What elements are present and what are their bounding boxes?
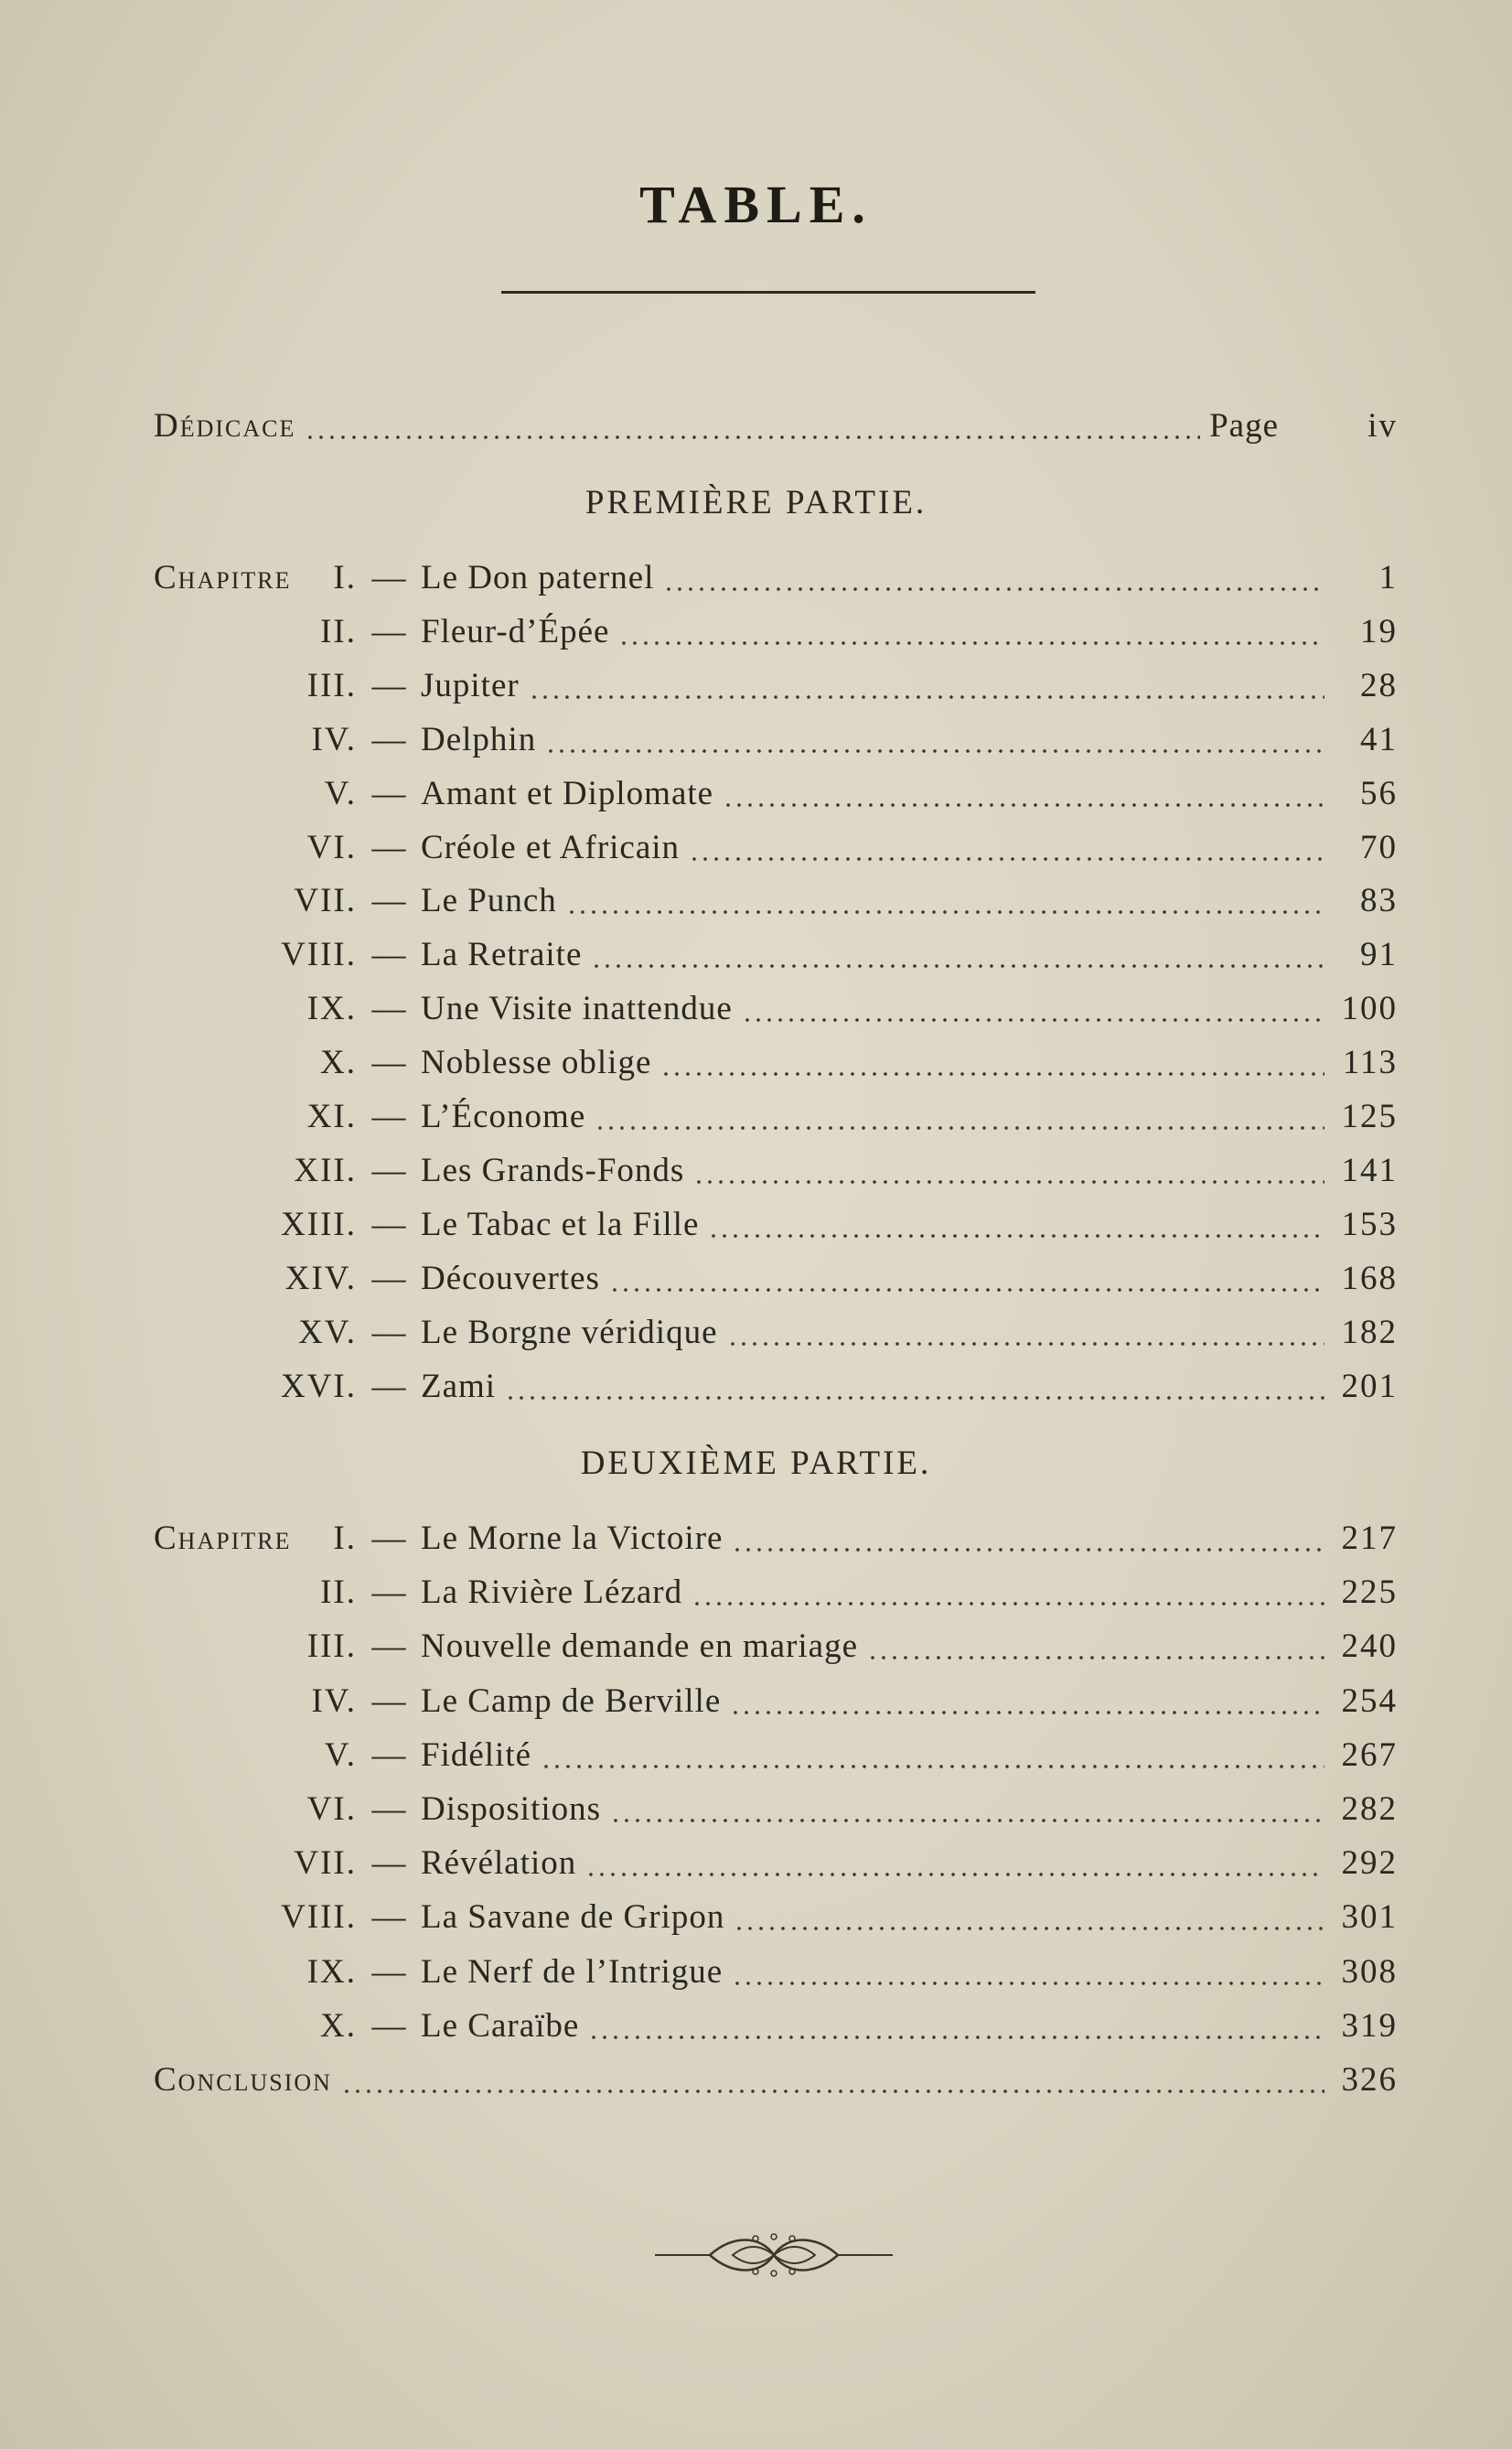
chapter-title: L’Économe — [421, 1098, 586, 1135]
chapter-page: 308 — [1341, 1952, 1398, 1991]
chapter-numeral: IV. — [311, 720, 357, 758]
dot-leader — [663, 587, 1324, 591]
chapter-page: 292 — [1341, 1844, 1398, 1883]
chapter-entry — [154, 1730, 1398, 1781]
chapter-number — [154, 822, 357, 874]
dot-leader — [591, 964, 1324, 968]
em-dash: — — [371, 882, 406, 920]
chapter-numeral: XIII. — [281, 1205, 357, 1243]
chapter-entry — [154, 1784, 1398, 1835]
chapter-numeral: VII. — [294, 882, 357, 920]
chapter-title: Découvertes — [421, 1259, 600, 1297]
chapter-page: 1 — [1378, 559, 1398, 596]
chapter-entry — [154, 1567, 1398, 1618]
chapter-entry — [154, 1091, 1398, 1143]
em-dash: — — [371, 1520, 406, 1557]
chapter-page: 182 — [1341, 1313, 1398, 1351]
dot-leader — [723, 803, 1324, 807]
chapter-title: Créole et Africain — [421, 828, 681, 866]
em-dash: — — [371, 720, 406, 758]
chapter-title: Noblesse oblige — [421, 1044, 652, 1082]
chapter-number — [154, 983, 357, 1035]
em-dash: — — [371, 1098, 406, 1135]
chapter-page: 319 — [1341, 2006, 1398, 2045]
chapter-page: 28 — [1360, 666, 1398, 704]
part1-heading: PREMIÈRE PARTIE. — [584, 484, 928, 521]
dot-leader — [692, 1602, 1324, 1606]
chapter-title: Le Caraïbe — [421, 2006, 580, 2045]
chapter-title: Fleur-d’Épée — [421, 612, 610, 650]
dot-leader — [610, 1819, 1324, 1822]
chapter-entry — [154, 661, 1398, 712]
chapter-number — [154, 1513, 357, 1564]
chapter-entry — [154, 2001, 1398, 2052]
em-dash: — — [371, 1313, 406, 1351]
chapter-numeral: VI. — [306, 1790, 357, 1828]
chapter-title: Amant et Diplomate — [421, 774, 714, 812]
chapter-title: Dispositions — [421, 1790, 602, 1828]
em-dash: — — [371, 1205, 406, 1243]
chapter-page: 56 — [1360, 774, 1398, 812]
dot-leader — [541, 1765, 1324, 1768]
chapter-numeral: V. — [324, 1735, 357, 1774]
chapter-numeral: VIII. — [281, 1898, 357, 1937]
chapter-numeral: VII. — [294, 1844, 357, 1883]
chapter-entry — [154, 1253, 1398, 1305]
em-dash: — — [371, 1151, 406, 1189]
chapter-page: 201 — [1341, 1367, 1398, 1405]
em-dash: — — [371, 1367, 406, 1405]
chapter-page: 141 — [1341, 1151, 1398, 1189]
chapter-title: Le Nerf de l’Intrigue — [421, 1952, 724, 1991]
dedicace-page: iv — [1367, 407, 1398, 445]
chapter-page: 153 — [1341, 1205, 1398, 1243]
chapter-title: Une Visite inattendue — [421, 990, 733, 1028]
chapter-word: Chapitre — [154, 559, 292, 596]
chapter-number — [154, 1621, 357, 1672]
chapter-page: 100 — [1341, 990, 1398, 1028]
em-dash: — — [371, 612, 406, 650]
chapter-entry — [154, 1676, 1398, 1727]
chapter-number — [154, 929, 357, 981]
chapter-number — [154, 1037, 357, 1089]
chapter-number — [154, 875, 357, 927]
dot-leader — [566, 910, 1324, 914]
em-dash: — — [371, 828, 406, 866]
chapter-number — [154, 1145, 357, 1197]
dot-leader — [595, 1126, 1324, 1130]
chapter-number — [154, 1784, 357, 1835]
dedicace-entry — [154, 401, 1398, 452]
conclusion-label: Conclusion — [154, 2061, 332, 2099]
chapter-page: 240 — [1341, 1627, 1398, 1666]
chapter-numeral: XV. — [298, 1313, 357, 1351]
em-dash: — — [371, 2006, 406, 2045]
dot-leader — [588, 2035, 1324, 2039]
part2-heading: DEUXIÈME PARTIE. — [580, 1445, 932, 1482]
chapter-number — [154, 1892, 357, 1943]
chapter-entry — [154, 768, 1398, 820]
chapter-entry — [154, 822, 1398, 874]
chapter-page: 91 — [1360, 936, 1398, 974]
chapter-page: 19 — [1360, 612, 1398, 650]
conclusion-page: 326 — [1341, 2061, 1398, 2099]
dot-leader — [660, 1072, 1324, 1076]
chapter-number — [154, 661, 357, 712]
chapter-number — [154, 1361, 357, 1412]
em-dash: — — [371, 1259, 406, 1297]
chapter-numeral: VI. — [306, 828, 357, 866]
chapter-title: Révélation — [421, 1844, 577, 1883]
chapter-entry — [154, 1838, 1398, 1889]
chapter-title: La Retraite — [421, 936, 583, 974]
em-dash: — — [371, 1627, 406, 1666]
chapter-page: 254 — [1341, 1681, 1398, 1720]
dot-leader — [732, 1982, 1324, 1985]
chapter-page: 267 — [1341, 1735, 1398, 1774]
dot-leader — [730, 1711, 1324, 1714]
chapter-numeral: X. — [320, 1044, 357, 1082]
em-dash: — — [371, 1044, 406, 1082]
chapter-number — [154, 553, 357, 604]
chapter-number — [154, 714, 357, 766]
chapter-numeral: III. — [306, 1627, 357, 1666]
chapter-number — [154, 1091, 357, 1143]
chapter-title: Le Don paternel — [421, 559, 655, 596]
chapter-number — [154, 1199, 357, 1251]
chapter-numeral: XVI. — [280, 1367, 357, 1405]
chapter-number — [154, 768, 357, 820]
chapter-page: 113 — [1342, 1044, 1398, 1082]
chapter-title: La Rivière Lézard — [421, 1574, 683, 1612]
chapter-entry — [154, 875, 1398, 927]
em-dash: — — [371, 1844, 406, 1883]
chapter-number — [154, 1947, 357, 1998]
dot-leader — [609, 1288, 1324, 1292]
em-dash: — — [371, 774, 406, 812]
dot-leader — [505, 1396, 1324, 1400]
chapter-entry — [154, 1621, 1398, 1672]
chapter-numeral: IX. — [306, 990, 357, 1028]
chapter-entry — [154, 714, 1398, 766]
dot-leader — [305, 435, 1200, 439]
title-rule — [501, 291, 1035, 294]
chapter-title: Les Grands-Fonds — [421, 1151, 685, 1189]
em-dash: — — [371, 1735, 406, 1774]
chapter-entry — [154, 1361, 1398, 1412]
dot-leader — [727, 1342, 1324, 1346]
chapter-title: Nouvelle demande en mariage — [421, 1627, 858, 1666]
chapter-page: 83 — [1360, 882, 1398, 920]
em-dash: — — [371, 1790, 406, 1828]
chapter-number — [154, 2001, 357, 2052]
chapter-entry — [154, 929, 1398, 981]
dot-leader — [732, 1548, 1324, 1552]
dedicace-label: Dédicace — [154, 407, 296, 445]
chapter-entry — [154, 607, 1398, 658]
chapter-numeral: I. — [333, 559, 357, 596]
chapter-title: La Savane de Gripon — [421, 1898, 725, 1937]
chapter-page: 70 — [1360, 828, 1398, 866]
chapter-title: Le Punch — [421, 882, 557, 920]
chapter-numeral: IV. — [311, 1681, 357, 1720]
chapter-numeral: VIII. — [281, 936, 357, 974]
chapter-entry — [154, 553, 1398, 604]
dot-leader — [585, 1873, 1324, 1876]
chapter-page: 41 — [1360, 720, 1398, 758]
dot-leader — [742, 1018, 1324, 1022]
dot-leader — [693, 1180, 1324, 1184]
chapter-entry — [154, 1513, 1398, 1564]
chapter-numeral: XII. — [294, 1151, 357, 1189]
chapter-title: Le Morne la Victoire — [421, 1520, 724, 1557]
conclusion-entry — [154, 2055, 1398, 2106]
dot-leader — [689, 857, 1324, 861]
em-dash: — — [371, 1898, 406, 1937]
chapter-number — [154, 607, 357, 658]
chapter-number — [154, 1676, 357, 1727]
em-dash: — — [371, 1681, 406, 1720]
em-dash: — — [371, 666, 406, 704]
dot-leader — [734, 1927, 1324, 1930]
page-title: TABLE. — [639, 175, 873, 234]
chapter-numeral: V. — [324, 774, 357, 812]
chapter-title: Zami — [421, 1367, 497, 1405]
dot-leader — [867, 1656, 1324, 1660]
chapter-entry — [154, 1199, 1398, 1251]
em-dash: — — [371, 990, 406, 1028]
chapter-entry — [154, 1145, 1398, 1197]
page-word: Page — [1209, 407, 1279, 445]
chapter-page: 168 — [1341, 1259, 1398, 1297]
chapter-numeral: I. — [333, 1520, 357, 1557]
chapter-numeral: III. — [306, 666, 357, 704]
chapter-numeral: XIV. — [284, 1259, 357, 1297]
chapter-numeral: IX. — [306, 1952, 357, 1991]
chapter-title: Le Borgne véridique — [421, 1313, 718, 1351]
dot-leader — [618, 641, 1324, 645]
chapter-numeral: II. — [320, 612, 357, 650]
chapter-page: 217 — [1341, 1520, 1398, 1557]
chapter-title: Delphin — [421, 720, 537, 758]
em-dash: — — [371, 1574, 406, 1612]
em-dash: — — [371, 936, 406, 974]
chapter-page: 301 — [1341, 1898, 1398, 1937]
chapter-page: 125 — [1341, 1098, 1398, 1135]
chapter-entry — [154, 1307, 1398, 1359]
em-dash: — — [371, 559, 406, 596]
chapter-title: Le Camp de Berville — [421, 1681, 722, 1720]
chapter-entry — [154, 983, 1398, 1035]
chapter-number — [154, 1730, 357, 1781]
chapter-title: Le Tabac et la Fille — [421, 1205, 700, 1243]
dot-leader — [545, 749, 1324, 753]
chapter-number — [154, 1307, 357, 1359]
chapter-number — [154, 1567, 357, 1618]
chapter-page: 225 — [1341, 1574, 1398, 1612]
dot-leader — [341, 2089, 1324, 2093]
chapter-numeral: X. — [320, 2006, 357, 2045]
dot-leader — [708, 1234, 1324, 1238]
chapter-title: Jupiter — [421, 666, 520, 704]
chapter-number — [154, 1838, 357, 1889]
dot-leader — [529, 695, 1324, 699]
tailpiece-ornament — [646, 2228, 902, 2283]
chapter-entry — [154, 1947, 1398, 1998]
chapter-entry — [154, 1892, 1398, 1943]
chapter-numeral: XI. — [306, 1098, 357, 1135]
chapter-page: 282 — [1341, 1790, 1398, 1828]
chapter-numeral: II. — [320, 1574, 357, 1612]
chapter-word: Chapitre — [154, 1520, 292, 1557]
chapter-title: Fidélité — [421, 1735, 532, 1774]
chapter-entry — [154, 1037, 1398, 1089]
em-dash: — — [371, 1952, 406, 1991]
chapter-number — [154, 1253, 357, 1305]
